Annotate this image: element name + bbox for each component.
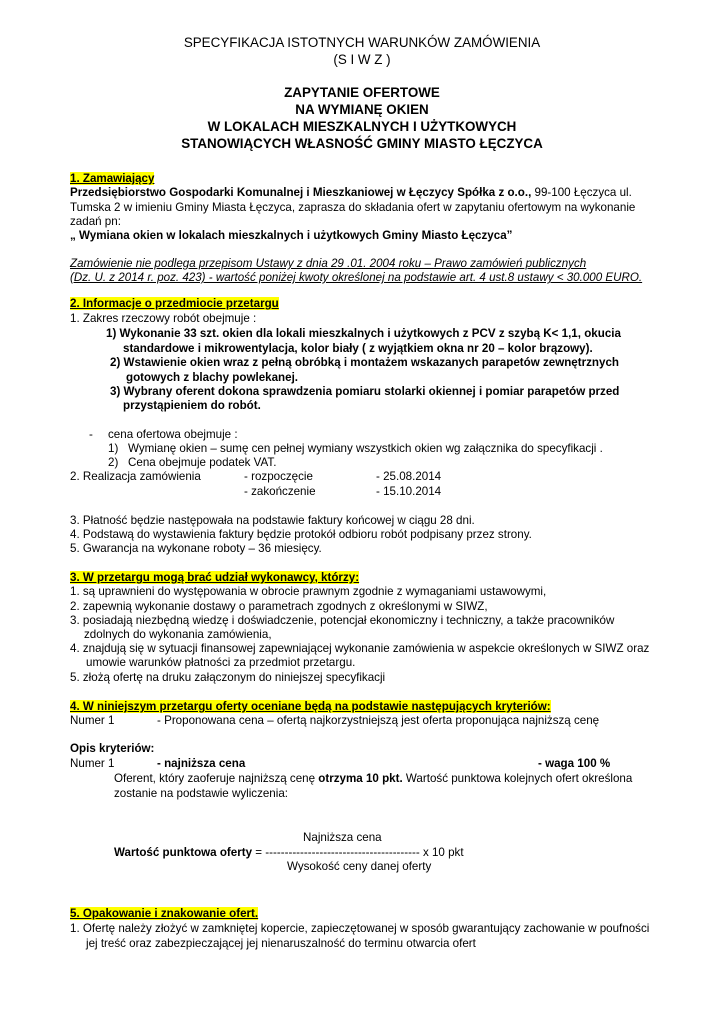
realization-end-date: - 15.10.2014 (376, 485, 442, 498)
scope-item3-line2: przystąpieniem do robót. (123, 399, 261, 412)
criteria-description-heading: Opis kryteriów: (70, 742, 155, 755)
doc-subtitle-line4: STANOWIĄCYCH WŁASNOŚĆ GMINY MIASTO ŁĘCZYCA (181, 136, 543, 151)
section3-item4-line2: umowie warunków płatności za przedmiot przetargu. (86, 656, 356, 669)
criterion-number: Numer 1 (70, 714, 115, 727)
section1-note1: Zamówienie nie podlega przepisom Ustawy z dnia 29 .01. 2004 roku – Prawo zamówień publicznych (70, 257, 587, 270)
price-item2: Cena obejmuje podatek VAT. (128, 456, 277, 469)
scope-item3-line1: 3) Wybrany oferent dokona sprawdzenia pomiaru stolarki okiennej i pomiar parapetów przed (110, 385, 620, 398)
criteria-number: Numer 1 (70, 757, 115, 770)
warranty: 5. Gwarancja na wykonane roboty – 36 miesięcy. (70, 542, 322, 555)
section2-scope: 1. Zakres rzeczowy robót obejmuje : (70, 312, 257, 325)
section3-item3-line1: 3. posiadają niezbędną wiedzę i doświadczenie, potencjał ekonomiczny i techniczny, a także pracowników (70, 614, 615, 627)
doc-subtitle-line2: NA WYMIANĘ OKIEN (295, 102, 429, 117)
price-heading: cena ofertowa obejmuje : (108, 428, 238, 441)
criterion-description: - Proponowana cena – ofertą najkorzystniejszą jest oferta proponująca najniższą cenę (157, 714, 600, 727)
doc-title-line1: SPECYFIKACJA ISTOTNYCH WARUNKÓW ZAMÓWIENIA (183, 35, 541, 50)
section5-item1-line1: 1. Ofertę należy złożyć w zamkniętej kopercie, zapieczętowanej w sposób gwarantujący zachowanie w poufności (70, 922, 650, 935)
section5-item1-line2: jej treść oraz zabezpieczającej jej nienaruszalność do terminu otwarcia ofert (86, 937, 476, 950)
section4-heading: 4. W niniejszym przetargu oferty oceniane będą na podstawie następujących kryteriów: (70, 700, 551, 713)
realization-end-label: - zakończenie (244, 485, 316, 498)
section3-item3-line2: zdolnych do wykonania zamówienia, (84, 628, 272, 641)
scope-item2-line1: 2) Wstawienie okien wraz z pełną obróbką i montażem wskazanych parapetów zewnętrznych (110, 356, 619, 369)
formula-line: Wartość punktowa oferty = ---------------------------------------- x 10 pkt (114, 846, 464, 859)
price-item1: Wymianę okien – sumę cen pełnej wymiany wszystkich okien wg załącznika do specyfikacji . (128, 442, 603, 455)
scope-item1-line2: standardowe i mikrowentylacja, kolor biały ( z wyjątkiem okna nr 20 – kolor brązowy). (123, 342, 593, 355)
price-bullet-dash: - (89, 428, 93, 441)
section3-item5: 5. złożą ofertę na druku załączonym do niniejszej specyfikacji (70, 671, 386, 684)
section1-note2: (Dz. U. z 2014 r. poz. 423) - wartość poniżej kwoty określonej na podstawie art. 4 ust.8 ustawy < 30.000 EURO. (70, 271, 643, 284)
payment-terms: 3. Płatność będzie następowała na podstawie faktury końcowej w ciągu 28 dni. (70, 514, 475, 527)
section3-heading: 3. W przetargu mogą brać udział wykonawcy, którzy: (70, 571, 360, 584)
doc-subtitle-line3: W LOKALACH MIESZKALNYCH I UŻYTKOWYCH (207, 119, 517, 134)
bidder-points-line1: Oferent, który zaoferuje najniższą cenę otrzyma 10 pkt. Wartość punktowa kolejnych ofert określona (114, 772, 633, 785)
criteria-weight: - waga 100 % (538, 757, 611, 770)
section1-para2: Tumska 2 w imieniu Gminy Miasta Łęczyca, zaprasza do składania ofert w zapytaniu ofertowym na wykonanie (70, 201, 636, 214)
section3-item4-line1: 4. znajdują się w sytuacji finansowej zapewniającej wykonanie zamówienia w aspekcie określonych w SIWZ oraz (70, 642, 650, 655)
section1-para3: zadań pn: (70, 215, 121, 228)
section3-item2: 2. zapewnią wykonanie dostawy o parametrach zgodnych z określonymi w SIWZ, (70, 600, 488, 613)
section1-para1: Przedsiębiorstwo Gospodarki Komunalnej i Mieszkaniowej w Łęczycy Spółka z o.o., 99-100 Łęczyca ul. (70, 186, 632, 199)
section5-heading: 5. Opakowanie i znakowanie ofert. (70, 907, 259, 920)
realization-label: 2. Realizacja zamówienia (70, 470, 201, 483)
bidder-points-line2: zostanie na podstawie wyliczenia: (114, 787, 289, 800)
doc-title-line2: (S I W Z ) (333, 52, 391, 67)
doc-subtitle-line1: ZAPYTANIE OFERTOWE (284, 85, 440, 100)
realization-start-date: - 25.08.2014 (376, 470, 442, 483)
formula-denominator: Wysokość ceny danej oferty (287, 860, 432, 873)
realization-start-label: - rozpoczęcie (244, 470, 313, 483)
scope-item2-line2: gotowych z blachy powlekanej. (126, 371, 299, 384)
formula-numerator: Najniższa cena (303, 831, 382, 844)
section1-task-name: „ Wymiana okien w lokalach mieszkalnych i użytkowych Gminy Miasto Łęczyca” (70, 229, 513, 242)
scope-item1-line1: 1) Wykonanie 33 szt. okien dla lokali mieszkalnych i użytkowych z PCV z szybą K< 1,1, okucia (106, 327, 621, 340)
criteria-name: - najniższa cena (157, 757, 246, 770)
price-item1-number: 1) (108, 442, 119, 455)
section3-item1: 1. są uprawnieni do występowania w obrocie prawnym zgodnie z wymaganiami ustawowymi, (70, 585, 547, 598)
section2-heading: 2. Informacje o przedmiocie przetargu (70, 297, 279, 310)
price-item2-number: 2) (108, 456, 119, 469)
invoice-basis: 4. Podstawą do wystawienia faktury będzie protokół odbioru robót podpisany przez strony. (70, 528, 532, 541)
section1-heading: 1. Zamawiający (70, 172, 155, 185)
